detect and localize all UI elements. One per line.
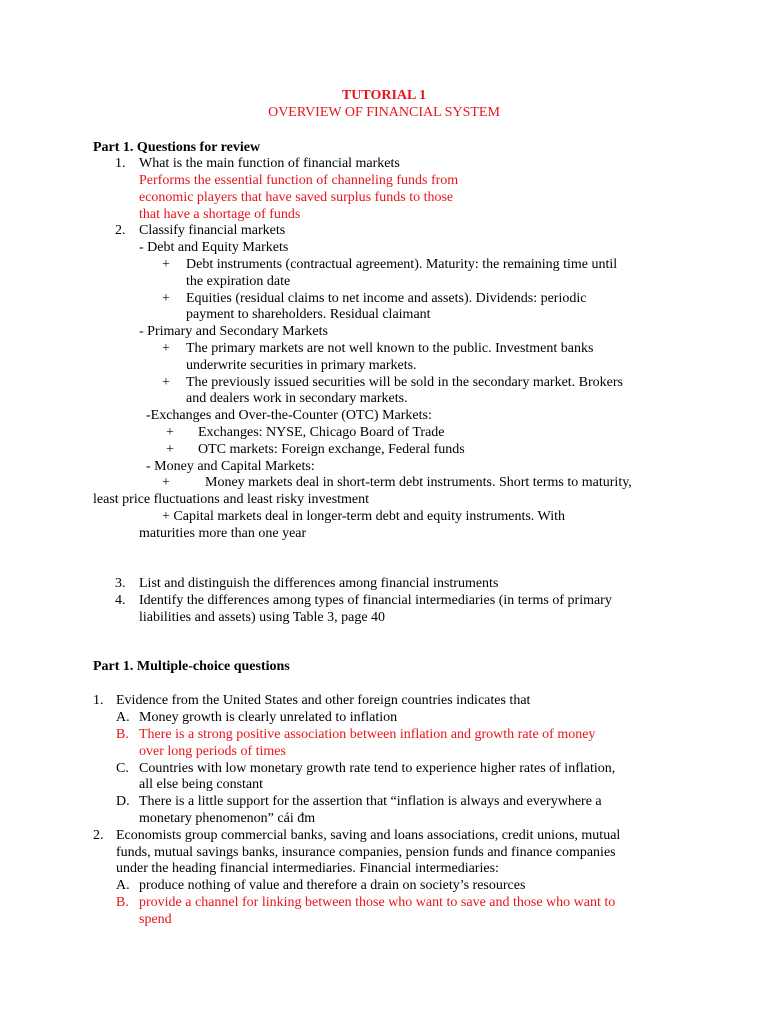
option-letter: B.	[116, 727, 129, 742]
option-letter: D.	[116, 794, 130, 809]
bullet-plus: +	[162, 475, 170, 490]
bullet-text: maturities more than one year	[139, 526, 307, 541]
page-title: TUTORIAL 1	[341, 88, 427, 103]
page-subtitle: OVERVIEW OF FINANCIAL SYSTEM	[268, 105, 500, 120]
option-text: provide a channel for linking between those who want to save and those who want to	[139, 895, 616, 910]
option-text: There is a strong positive association between inflation and growth rate of money	[139, 727, 596, 742]
option-text: spend	[139, 912, 172, 927]
q1-answer-line: that have a shortage of funds	[139, 207, 301, 222]
mq2-number: 2.	[93, 828, 104, 843]
q3-number: 3.	[115, 576, 126, 591]
money-capital-heading: - Money and Capital Markets:	[146, 459, 315, 474]
bullet-text: and dealers work in secondary markets.	[186, 391, 408, 406]
q2-text: Classify financial markets	[139, 223, 286, 238]
exchanges-otc-heading: -Exchanges and Over-the-Counter (OTC) Markets:	[146, 408, 432, 423]
q1-answer-line: Performs the essential function of channeling funds from	[139, 173, 459, 188]
bullet-text: Debt instruments (contractual agreement). Maturity: the remaining time until	[186, 257, 618, 272]
option-text: There is a little support for the assertion that “inflation is always and everywhere a	[139, 794, 602, 809]
q2-number: 2.	[115, 223, 126, 238]
option-letter: C.	[116, 761, 129, 776]
mq2-text: under the heading financial intermediaries. Financial intermediaries:	[116, 861, 499, 876]
mq1-text: Evidence from the United States and other foreign countries indicates that	[116, 693, 531, 708]
bullet-text: The primary markets are not well known to the public. Investment banks	[186, 341, 594, 356]
option-letter: A.	[116, 878, 130, 893]
bullet-text: + Capital markets deal in longer-term debt and equity instruments. With	[162, 509, 565, 524]
part2-heading: Part 1. Multiple-choice questions	[93, 659, 290, 674]
option-text: Money growth is clearly unrelated to inflation	[139, 710, 398, 725]
bullet-plus: +	[162, 375, 170, 390]
mq2-text: funds, mutual savings banks, insurance companies, pension funds and finance companies	[116, 845, 616, 860]
debt-equity-heading: - Debt and Equity Markets	[139, 240, 289, 255]
bullet-text: least price fluctuations and least risky investment	[93, 492, 370, 507]
mq1-number: 1.	[93, 693, 104, 708]
q1-number: 1.	[115, 156, 126, 171]
q4-text: liabilities and assets) using Table 3, page 40	[139, 610, 386, 625]
bullet-text: underwrite securities in primary markets.	[186, 358, 417, 373]
option-text: produce nothing of value and therefore a drain on society’s resources	[139, 878, 526, 893]
option-letter: B.	[116, 895, 129, 910]
option-text: Countries with low monetary growth rate tend to experience higher rates of inflation,	[139, 761, 616, 776]
bullet-plus: +	[162, 341, 170, 356]
q1-text: What is the main function of financial markets	[139, 156, 400, 171]
bullet-text: Exchanges: NYSE, Chicago Board of Trade	[198, 425, 445, 440]
bullet-text: Money markets deal in short-term debt instruments. Short terms to maturity,	[205, 475, 632, 490]
q3-text: List and distinguish the differences among financial instruments	[139, 576, 499, 591]
part1-heading: Part 1. Questions for review	[93, 140, 261, 155]
q4-text: Identify the differences among types of financial intermediaries (in terms of primary	[139, 593, 612, 608]
bullet-text: the expiration date	[186, 274, 291, 289]
bullet-plus: +	[166, 425, 174, 440]
option-text: monetary phenomenon” cái đm	[139, 811, 316, 826]
option-text: all else being constant	[139, 777, 264, 792]
option-letter: A.	[116, 710, 130, 725]
bullet-text: The previously issued securities will be sold in the secondary market. Brokers	[186, 375, 624, 390]
bullet-plus: +	[162, 291, 170, 306]
q1-answer-line: economic players that have saved surplus funds to those	[139, 190, 454, 205]
bullet-text: payment to shareholders. Residual claimant	[186, 307, 431, 322]
bullet-text: OTC markets: Foreign exchange, Federal funds	[198, 442, 465, 457]
mq2-text: Economists group commercial banks, saving and loans associations, credit unions, mutual	[116, 828, 621, 843]
q4-number: 4.	[115, 593, 126, 608]
primary-secondary-heading: - Primary and Secondary Markets	[139, 324, 328, 339]
option-text: over long periods of times	[139, 744, 286, 759]
bullet-plus: +	[166, 442, 174, 457]
bullet-text: Equities (residual claims to net income and assets). Dividends: periodic	[186, 291, 587, 306]
bullet-plus: +	[162, 257, 170, 272]
